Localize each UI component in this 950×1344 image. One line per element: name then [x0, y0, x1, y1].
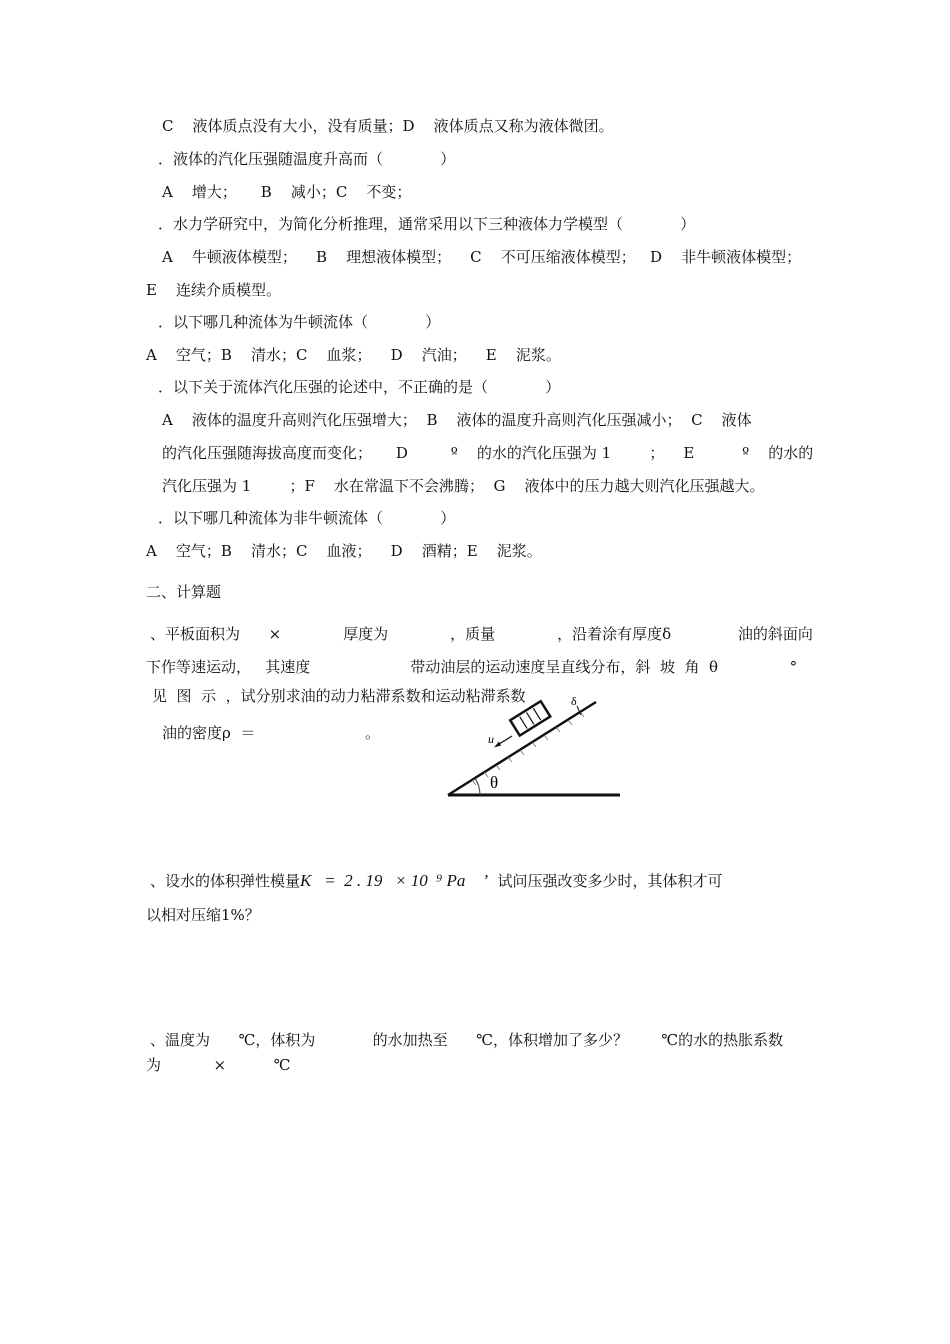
problem-text: 见 图 示 ，试分别求油的动力粘滞系数和运动粘滞系数 — [152, 687, 526, 705]
inclined-plane-figure — [440, 688, 630, 803]
question-line: ．液体的汽化压强随温度升高而（ ） — [158, 150, 456, 168]
angle-arc — [475, 778, 480, 795]
option-line: A 液体的温度升高则汽化压强增大； B 液体的温度升高则汽化压强减小； C 液体 — [162, 411, 752, 429]
question-line: ．以下哪几种流体为牛顿流体（ ） — [158, 313, 441, 331]
problem-text-pre: 、设水的体积弹性模量 — [150, 872, 301, 890]
problem-text: 油的密度ρ ＝ 。 — [162, 724, 381, 742]
bulk-modulus-formula: K = 2 . 19 × 10 ⁹ Pa ’ — [300, 871, 489, 890]
option-line: E 连续介质模型。 — [146, 281, 282, 299]
option-line: 的汽化压强随海拔高度而变化； D º 的水的汽化压强为 1 ； E º 的水的 — [162, 444, 814, 462]
option-line: C 液体质点没有大小，没有质量；D 液体质点又称为液体微团。 — [162, 117, 614, 135]
option-line: A 牛顿液体模型； B 理想液体模型； C 不可压缩液体模型； D 非牛顿液体模型； — [162, 248, 802, 266]
question-line: ．以下哪几种流体为非牛顿流体（ ） — [158, 509, 456, 527]
problem-text: 以相对压缩1%？ — [146, 906, 260, 924]
option-line: A 空气；B 清水；C 血液； D 酒精；E 泥浆。 — [146, 542, 542, 560]
problem-text: 、平板面积为 × 厚度为 ，质量 ，沿着涂有厚度δ 油的斜面向 — [150, 625, 813, 643]
problem-text: 、温度为 ℃，体积为 的水加热至 ℃，体积增加了多少？ ℃的水的热胀系数 — [150, 1031, 784, 1049]
option-line: 汽化压强为 1 ；F 水在常温下不会沸腾； G 液体中的压力越大则汽化压强越大。 — [162, 477, 765, 495]
angle-label: θ — [490, 773, 499, 792]
thickness-label: δ — [571, 694, 577, 708]
plate-block — [510, 701, 550, 735]
problem-text: 下作等速运动， 其速度 带动油层的运动速度呈直线分布，斜 坡 角 θ ° — [146, 658, 798, 676]
problem-text: 为 × ℃ — [146, 1056, 291, 1074]
question-line: ．水力学研究中，为简化分析推理，通常采用以下三种液体力学模型（ ） — [158, 215, 696, 233]
option-line: A 空气；B 清水；C 血浆； D 汽油； E 泥浆。 — [146, 346, 561, 364]
option-line: A 增大； B 减小；C 不变； — [162, 183, 412, 201]
velocity-arrowhead — [494, 742, 501, 748]
section-title: 二、计算题 — [146, 583, 222, 601]
velocity-label: u — [488, 732, 494, 746]
problem-text-post: 试问压强改变多少时，其体积才可 — [488, 872, 723, 890]
problem-text — [150, 871, 723, 891]
question-line: ．以下关于流体汽化压强的论述中，不正确的是（ ） — [158, 378, 561, 396]
